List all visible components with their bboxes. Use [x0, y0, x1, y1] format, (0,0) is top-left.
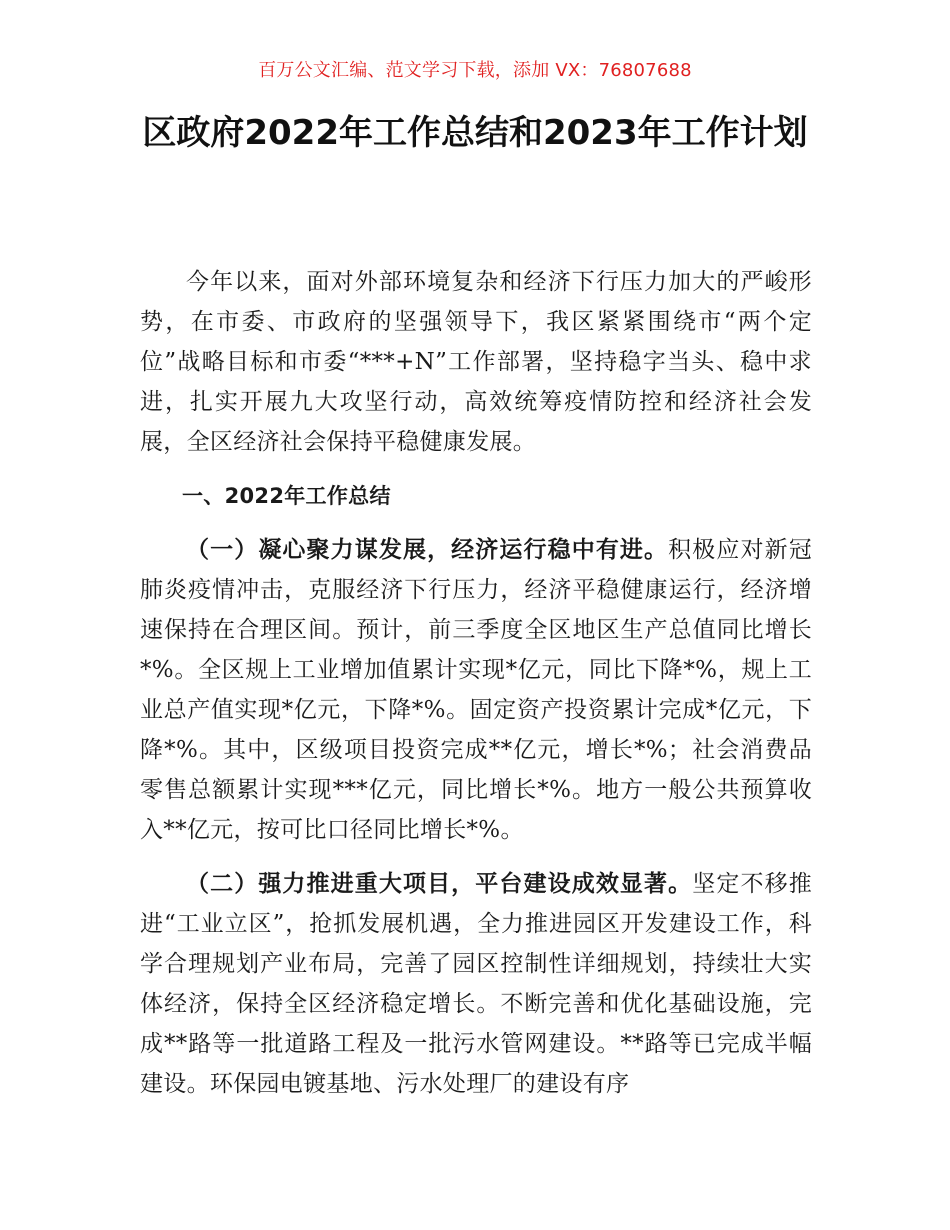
- paragraph-item-2: [140, 864, 812, 1104]
- item-2-lead: （二）强力推进重大项目，平台建设成效显著。: [186, 870, 693, 897]
- section-heading: 一、2022年工作总结: [182, 484, 391, 508]
- item-1-lead: （一）凝心聚力谋发展，经济运行稳中有进。: [186, 536, 669, 563]
- document-title: 区政府2022年工作总结和2023年工作计划: [142, 113, 808, 153]
- item-2-text: 坚定不移推进“工业立区”，抢抓发展机遇，全力推进园区开发建设工作，科学合理规划产业布局，完善了园区控制性详细规划，持续壮大实体经济，保持全区经济稳定增长。不断完善和优化基础设施，完成**路等一批道路工程及一批污水管网建设。**路等已完成半幅建设。环保园电镀基地、污水处理厂的建设有序: [140, 871, 812, 1097]
- promo-banner: 百万公文汇编、范文学习下载，添加 VX：76807688: [258, 60, 692, 81]
- intro-paragraph: 今年以来，面对外部环境复杂和经济下行压力加大的严峻形势，在市委、市政府的坚强领导下，我区紧紧围绕市“两个定位”战略目标和市委“***+N”工作部署，坚持稳字当头、稳中求进，扎实开展九大攻坚行动，高效统筹疫情防控和经济社会发展，全区经济社会保持平稳健康发展。: [140, 269, 812, 455]
- paragraph-item-1: [140, 530, 812, 850]
- document-body: [140, 262, 812, 1104]
- item-1-text: 积极应对新冠肺炎疫情冲击，克服经济下行压力，经济平稳健康运行，经济增速保持在合理区间。预计，前三季度全区地区生产总值同比增长*%。全区规上工业增加值累计实现*亿元，同比下降*%，规上工业总产值实现*亿元，下降*%。固定资产投资累计完成*亿元，下降*%。其中，区级项目投资完成**亿元，增长*%；社会消费品零售总额累计实现***亿元，同比增长*%。地方一般公共预算收入**亿元，按可比口径同比增长*%。: [140, 537, 812, 843]
